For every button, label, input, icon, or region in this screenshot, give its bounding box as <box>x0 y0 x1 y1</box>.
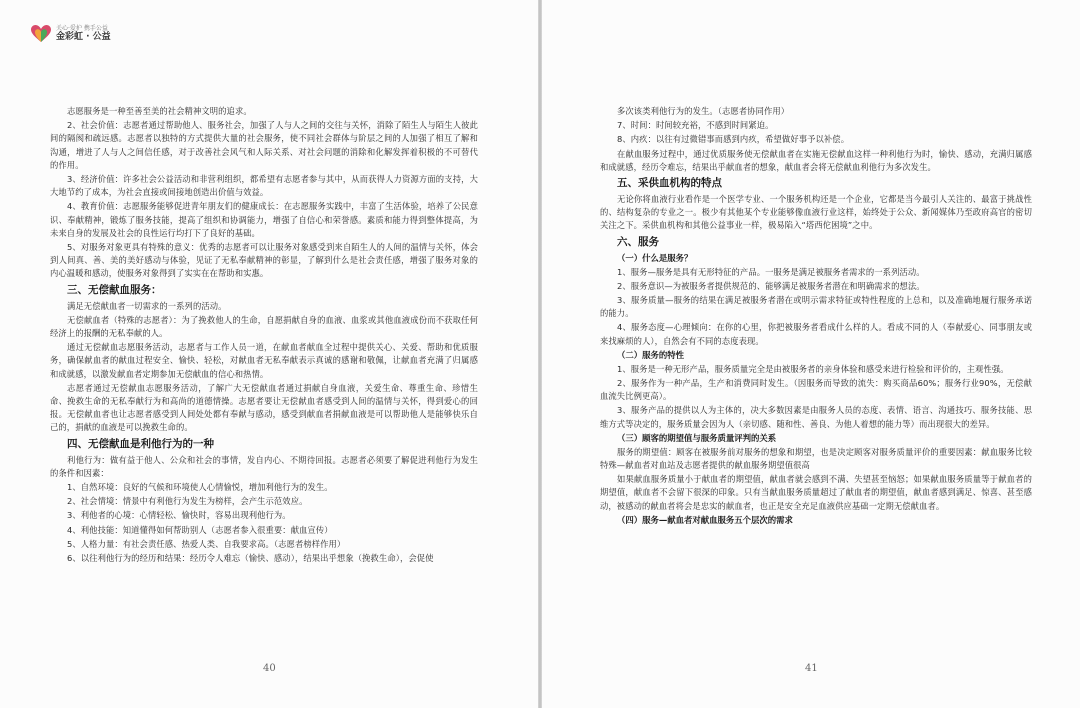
paragraph: 3、利他者的心境：心情轻松、愉快时，容易出现利他行为。 <box>67 510 291 521</box>
paragraph: 服务的期望值：顾客在被服务前对服务的想象和期望，也是决定顾客对服务质量评价的重要因素：献血服务比较特殊—献血者对血站及志愿者提供的献血服务期望值很高 <box>600 446 1032 471</box>
paragraph: 无论你将血液行业看作是一个医学专业、一个服务机构还是一个企业，它都是当今最引人关注的、最富于挑战性的、结构复杂的专业之一。极少有其他某个专业能够像血液行业这样，始终处于公众、新闻媒体乃至政府高官的密切关注之下。采供血机构和其他公益事业一样，极易陷入“塔西佗困境”之中。 <box>600 194 1032 231</box>
paragraph: 5、人格力量：有社会责任感、热爱人类、自我要求高。（志愿者榜样作用） <box>67 538 346 549</box>
paragraph: 3、经济价值：许多社会公益活动和非营利组织，都希望有志愿者参与其中，从而获得人力资源方面的支持，大大地节约了成本，为社会直接或间接地创造出价值与效益。 <box>50 174 478 198</box>
paragraph: 1、自然环境：良好的气候和环境使人心情愉悦，增加利他行为的发生。 <box>67 482 333 493</box>
section-heading: 六、服务 <box>617 235 659 248</box>
logo-title: 金彩虹 · 公益 <box>56 32 111 43</box>
paragraph: 志愿者通过无偿献血志愿服务活动，了解广大无偿献血者通过捐献自身血液，关爱生命、尊重生命、珍惜生命、挽救生命的无私奉献行为和高尚的道德情操。志愿者要让无偿献血者感受到人间的温情与关怀，得到爱心的回报。无偿献血者也让志愿者感受到人间处处都有奉献与感动，感受到献血者捐献血液是可以帮助他人是能够快乐自己的，捐献的血液是可以挽救生命的。 <box>50 382 478 433</box>
subsection-heading: （四）服务—献血者对献血服务五个层次的需求 <box>617 514 793 525</box>
paragraph: 8、内疚：以往有过微错事而感到内疚，希望做好事予以补偿。 <box>617 134 850 145</box>
paragraph: 5、对服务对象更具有特殊的意义：优秀的志愿者可以让服务对象感受到来自陌生人的人间的温情与关怀，体会到人间真、善、美的美好感动与体验，见证了无私奉献精神的彰显，了解到什么是社会责任感，增强了服务对象的内心温暖和感动，使服务对象得到了实实在在帮助和实惠。 <box>50 242 478 279</box>
right-page <box>542 0 1080 708</box>
paragraph: 4、服务态度—心理倾向：在你的心里，你把被服务者看成什么样的人。看成不同的人（奉献爱心、同事朋友或来找麻烦的人），自然会有不同的态度表现。 <box>600 322 1032 346</box>
paragraph: 利他行为：做有益于他人、公众和社会的事情，发自内心、不期待回报。志愿者必须要了解促进利他行为发生的条件和因素： <box>50 454 478 478</box>
subsection-heading: （三）顾客的期望值与服务质量评判的关系 <box>617 432 777 443</box>
section-heading: 五、采供血机构的特点 <box>617 177 722 190</box>
paragraph: 2、社会情境：情景中有利他行为发生为榜样，会产生示范效应。 <box>67 496 308 507</box>
paragraph: 1、服务—服务是具有无形特征的产品。一服务是满足被服务者需求的一系列活动。 <box>617 266 925 277</box>
subsection-heading: （一）什么是服务？ <box>617 252 693 263</box>
paragraph: 3、服务质量—服务的结果在满足被服务者潜在或明示需求特征或特性程度的上总和，以及准确地履行服务承诺的能力。 <box>600 295 1032 319</box>
paragraph: 多次该类利他行为的发生。（志愿者协同作用） <box>617 106 790 116</box>
page-number: 41 <box>805 663 818 674</box>
paragraph: 4、利他技能：知道懂得如何帮助别人（志愿者参入很重要：献血宣传） <box>67 524 333 535</box>
right-page-body <box>600 105 1032 528</box>
paragraph: 1、服务是一种无形产品，服务质量完全是由被服务者的亲身体验和感受来进行检验和评价的，主观性强。 <box>617 363 1009 374</box>
paragraph: 3、服务产品的提供以人为主体的，决大多数因素是由服务人员的态度、表情、语言、沟通技巧、服务技能、思维方式等决定的，服务质量会因为人（亲切感、随和性、善良、为他人着想的能力等）而出现很大的差异。 <box>600 405 1032 429</box>
page-number: 40 <box>263 663 276 674</box>
left-page-body <box>50 105 478 566</box>
publisher-logo <box>30 24 111 44</box>
paragraph: 如果献血服务质量小于献血者的期望值，献血者就会感到不满、失望甚至恼怒；如果献血服务质量等于献血者的期望值，献血者不会留下很深的印象。只有当献血服务质量超过了献血者的期望值，献血者感到满足、惊喜、甚至感动，被感动的献血者将会是忠实的献血者，也正是安全充足血液供应基础一定期无偿献血者。 <box>600 474 1032 511</box>
heart-logo-icon <box>30 24 52 44</box>
paragraph: 2、服务作为一种产品，生产和消费同时发生。（因服务而导致的流失：购买商品60%；服务行业90%，无偿献血流失比例更高）。 <box>600 378 1032 402</box>
section-heading: 四、无偿献血是利他行为的一种 <box>67 437 214 450</box>
subsection-heading: （二）服务的特性 <box>617 349 684 360</box>
left-page <box>0 0 538 708</box>
paragraph: 7、时间：时间较充裕，不感到时间紧迫。 <box>617 120 774 131</box>
paragraph: 2、服务意识—为被服务者提供规范的、能够满足被服务者潜在和明确需求的想法。 <box>617 280 925 291</box>
paragraph: 通过无偿献血志愿服务活动，志愿者与工作人员一道，在献血者献血全过程中提供关心、关爱、帮助和优质服务，确保献血者的献血过程安全、愉快、轻松，对献血者无私奉献表示真诚的感谢和敬佩，让献血者充满了归属感和成就感，以激发献血者定期参加无偿献血的信心和热情。 <box>50 342 478 379</box>
paragraph: 2、社会价值：志愿者通过帮助他人、服务社会，加强了人与人之间的交往与关怀，消除了陌生人与陌生人彼此间的隔阂和疏远感。志愿者以独特的方式提供大量的社会服务，使不同社会群体与阶层之间的人加强了相互了解和沟通，增进了人与人之间信任感，对于改善社会风气和人际关系、对社会问题的消除和化解发挥着积极的不可替代的作用。 <box>50 120 478 170</box>
section-heading: 三、无偿献血服务： <box>67 283 162 296</box>
paragraph: 6、以往利他行为的经历和结果：经历令人难忘（愉快、感动），结果出乎想象（挽救生命），会促使 <box>67 553 434 564</box>
paragraph: 满足无偿献血者一切需求的一系列的活动。 <box>67 300 227 311</box>
paragraph: 志愿服务是一种至善至美的社会精神文明的追求。 <box>67 106 252 116</box>
paragraph: 4、教育价值：志愿服务能够促进青年朋友们的健康成长：在志愿服务实践中，丰富了生活体验，培养了公民意识、奉献精神，锻炼了服务技能，提高了组织和协调能力，增强了自信心和荣誉感。素质和能力得到整体提高，为未来自身的发展及社会的良性运行均打下了良好的基础。 <box>50 201 478 238</box>
paragraph: 在献血服务过程中，通过优质服务使无偿献血者在实施无偿献血这样一种利他行为时，愉快、感动，充满归属感和成就感，经历令难忘，结果出乎献血者的想象，献血者会将无偿献血利他行为多次发生。 <box>600 148 1032 172</box>
logo-tagline: 关心·爱护 携手公益 <box>56 24 108 32</box>
paragraph: 无偿献血者（特殊的志愿者）：为了挽救他人的生命，自愿捐献自身的血液、血浆或其他血液成份而不获取任何经济上的报酬的无私奉献的人。 <box>50 314 478 339</box>
